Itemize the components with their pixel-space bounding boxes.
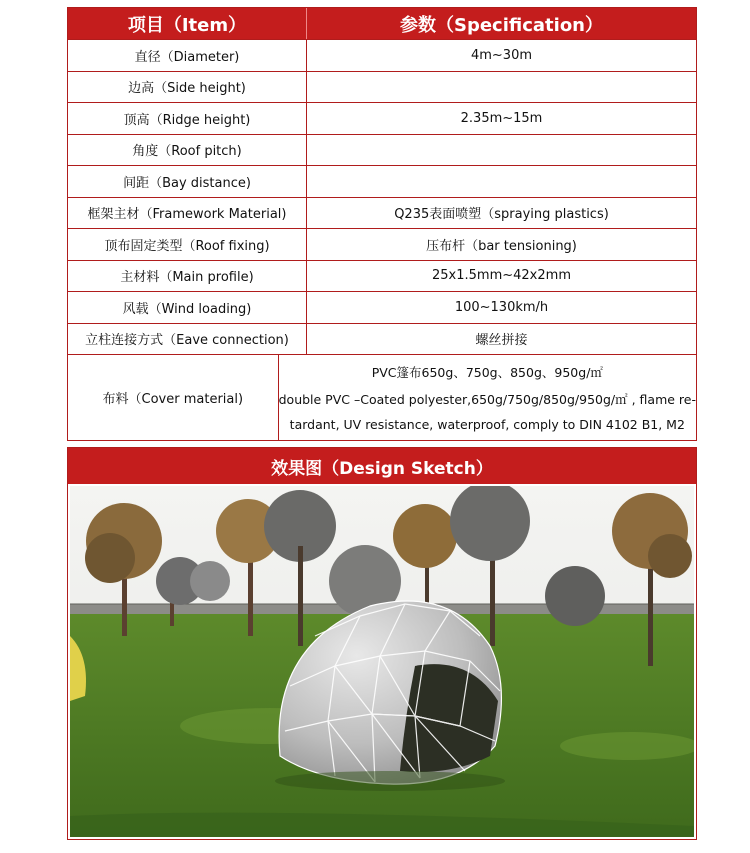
cover-line-1: PVC篷布650g、750g、850g、950g/㎡ (371, 364, 603, 380)
row-spec-cover (279, 355, 696, 440)
table-row (68, 291, 696, 323)
row-item: 框架主材（Framework Material) (68, 198, 307, 229)
row-item: 直径（Diameter) (68, 40, 307, 71)
row-spec: 100~130km/h (454, 299, 549, 315)
table-row (68, 39, 696, 71)
table-row (68, 260, 696, 292)
table-row-cover (68, 354, 696, 440)
row-spec: Q235表面喷塑（spraying plastics) (394, 207, 609, 223)
row-spec (307, 166, 696, 197)
table-row (68, 71, 696, 103)
row-spec (307, 72, 696, 103)
row-item: 布料（Cover material) (68, 355, 279, 440)
header-spec: 参数（Specification） (399, 14, 603, 36)
row-spec: 压布杆（bar tensioning) (426, 238, 577, 254)
row-spec: 2.35m~15m (460, 110, 543, 126)
row-spec (307, 135, 696, 166)
table-row (68, 228, 696, 260)
spec-table-header (68, 8, 696, 39)
table-row (68, 323, 696, 355)
header-item: 项目（Item） (68, 8, 307, 39)
row-spec: 4m~30m (470, 47, 533, 63)
row-item: 角度（Roof pitch) (68, 135, 307, 166)
row-spec: 25x1.5mm~42x2mm (432, 268, 571, 284)
design-sketch (67, 447, 697, 840)
row-item: 主材料（Main profile) (68, 261, 307, 292)
cover-line-3: tardant, UV resistance, waterproof, comply to DIN 4102 B1, M2 (289, 417, 685, 433)
table-row (68, 134, 696, 166)
table-row (68, 165, 696, 197)
cover-line-2: double PVC –Coated polyester,650g/750g/850g/950g/㎡ , flame re- (278, 391, 696, 407)
spec-table (67, 7, 697, 441)
table-row (68, 102, 696, 134)
row-item: 风载（Wind loading) (68, 292, 307, 323)
row-item: 顶高（Ridge height) (68, 103, 307, 134)
row-item: 边高（Side height) (68, 72, 307, 103)
row-item: 立柱连接方式（Eave connection) (68, 324, 307, 355)
row-item: 顶布固定类型（Roof fixing) (68, 229, 307, 260)
dome-render-image (70, 486, 694, 837)
table-row (68, 197, 696, 229)
row-spec: 螺丝拼接 (475, 333, 528, 349)
row-item: 间距（Bay distance) (68, 166, 307, 197)
sketch-title: 效果图（Design Sketch） (68, 448, 696, 484)
